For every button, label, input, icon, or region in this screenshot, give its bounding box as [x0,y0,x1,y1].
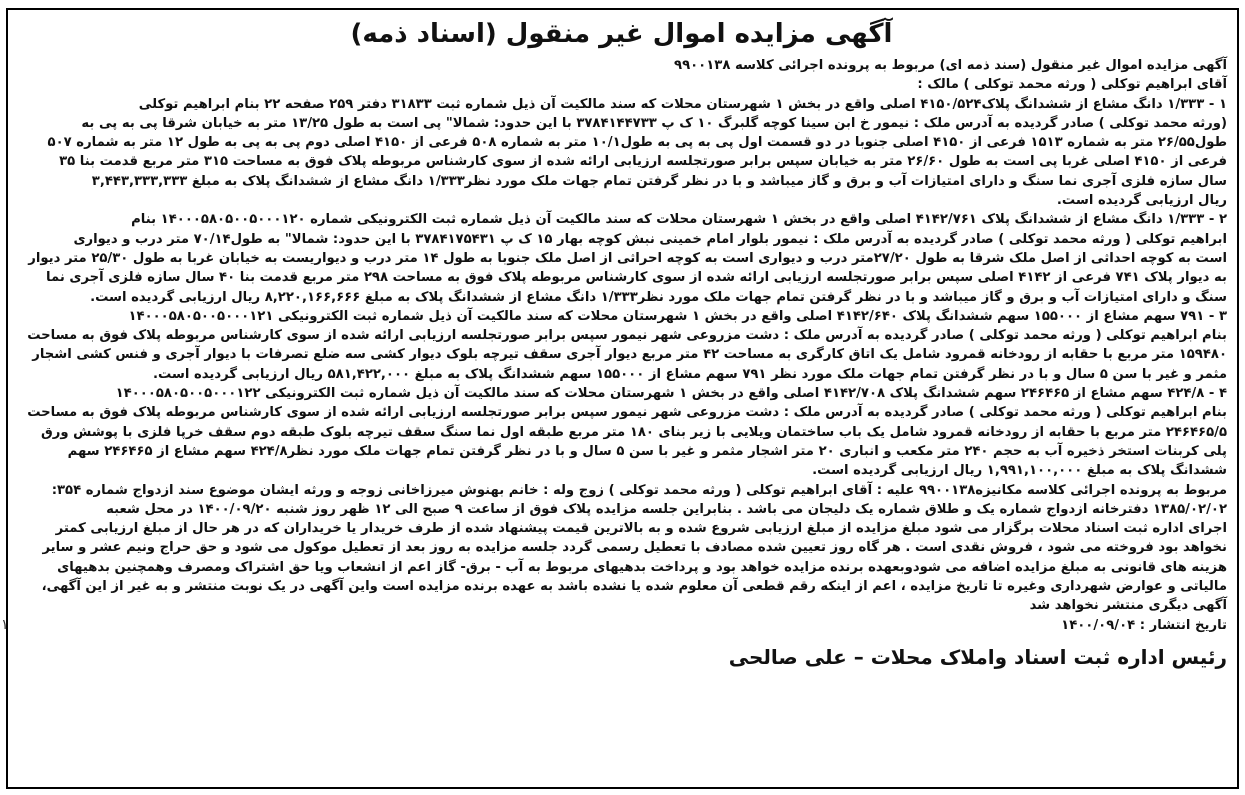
notice-body [16,56,1227,635]
notice-title: آگهی مزایده اموال غیر منقول (اسناد ذمه) [350,19,893,49]
item-1-line: (ورثه محمد توکلی ) صادر گردیده به آدرس ملک : نیمور خ ابن سینا کوچه گلبرگ ۱۰ ک پ ۳۷۸۴۱۴۴۷۳۳ با این حدود: شمالا" پی است به طول ۱۳/۲۵ متر به خیابان شرقا پی به پی به [81,115,1227,131]
closing-line: مالیاتی و عوارض شهرداری وغیره تا تاریخ مزایده ، اعم از اینکه رقم قطعی آن معلوم شده یا نشده باشد به عهده برنده مزایده است واین آگهی در یک نوبت منتشر و به غیر از این آگهی، [41,579,1227,595]
item-2-line: سنگ و دارای امتیازات آب و برق و گاز میباشد و با در نظر گرفتن تمام جهات ملک مورد نظر۱/۳۳۳ دانگ مشاع از ششدانگ پلاک به مبلغ ۸,۲۲۰,۱۶۶,۶۶۶ ریال ارزیابی گردیده است. [90,289,1227,305]
item-2-line: است به کوچه احداثی از اصل ملک شرقا به طول ۲۷/۲۰متر درب و دیواری است به کوچه احراثی از اصل ملک جنوبا به طول ۱۴ متر درب و دیواریست به خیابان غربا به طول ۲۵/۳۰ متر دیوار [28,250,1227,266]
closing-line: هزینه های قانونی به مبلغ مزایده اضافه می شودوبعهده برنده مزایده خواهد بود و پرداخت بدهیهای مربوط به آب - برق- گاز اعم از انشعاب ویا حق اشتراک ومصرف وهمچنین بدهیهای [57,559,1227,575]
item-3-line: ۳ - ۷۹۱ سهم مشاع از ۱۵۵۰۰۰ سهم ششدانگ پلاک ۴۱۴۲/۶۴۰ اصلی واقع در بخش ۱ شهرستان محلات که سند مالکیت آن ذیل شماره ثبت الکترونیکی ۱۴۰۰۰۵۸۰۵۰۰۵۰۰۰۱۲۱ [128,308,1227,324]
closing-line: مربوط به پرونده اجرائی کلاسه مکانیزه۹۹۰۰۱۳۸ علیه : آقای ابراهیم توکلی ( ورثه محمد توکلی ) زوج وله : خانم بهنوش میرزاخانی زوجه و ورثه ایشان موضوع سند ازدواج شماره ۳۵۴: [51,482,1227,498]
closing-line: آگهی دیگری منتشر نخواهد شد [1029,598,1227,614]
intro-line: آقای ابراهیم توکلی ( ورثه محمد توکلی ) مالک : [917,77,1227,93]
notice-frame [6,8,1239,789]
item-1-line: سال سازه فلزی آجری نما سنگ و دارای امتیازات آب و برق و گاز میباشد و با در نظر گرفتن تمام جهات ملک مورد نظر۱/۳۳۳ دانگ مشاع از ششدانگ پلاک به مبلغ ۳,۴۴۳,۳۳۳,۳۳۳ [91,173,1227,189]
item-1-line: ریال ارزیابی گردیده است. [1056,193,1227,209]
item-3-line: ۱۵۹۴۸۰ متر مربع با حقابه از رودخانه قمرود شامل یک اتاق کارگری به مساحت ۴۲ متر مربع دیوار آجری سقف تیرچه بلوک دیوار کشی سه ضلع تصرفات با دیوار آجری و فنس کشی اشجار [32,347,1227,363]
item-2-line: ابراهیم توکلی ( ورثه محمد توکلی ) صادر گردیده به آدرس ملک : نیمور بلوار امام خمینی نبش کوچه بهار ۱۵ ک پ ۳۷۸۴۱۷۵۴۳۱ با این حدود: شمالا" به طول۷۰/۱۴ متر درب و دیواری [73,231,1227,247]
closing-line: ۱۳۸۵/۰۲/۰۲ دفترخانه ازدواج شماره یک و طلاق شماره یک دلیجان می باشد . بنابراین جلسه مزایده پلاک فوق از ساعت ۹ صبح الی ۱۲ ظهر روز شنبه ۱۴۰۰/۰۹/۲۰ در محل شعبه [106,501,1227,517]
item-4-line: پلی کربنات استخر ذخیره آب به حجم ۲۴۰ متر مکعب و انباری ۲۰ متر اشجار مثمر و غیر با سن ۵ سال و با در نظر گرفتن تمام جهات ملک مورد نظر۴۲۴/۸ سهم مشاع از ۲۴۶۴۶۵ سهم [67,443,1227,459]
item-4-line: بنام ابراهیم توکلی ( ورثه محمد توکلی ) صادر گردیده به آدرس ملک : دشت مزروعی شهر نیمور سپس برابر صورتجلسه ارزیابی ارائه شده از سوی کارشناس مربوطه پلاک فوق به مساحت [27,405,1227,421]
item-1-line: طول۲۶/۵۵ متر به شماره ۱۵۱۳ فرعی از ۴۱۵۰ اصلی جنوبا در دو قسمت اول پی به پی به طول۱۰/۱ متر به شماره ۵۰۸ فرعی از ۴۱۵۰ اصلی دوم پی به پی به طول ۱۲ متر به شماره ۵۰۷ [47,135,1227,151]
item-1-line: ۱ - ۱/۳۳۳ دانگ مشاع از ششدانگ پلاک۴۱۵۰/۵۲۴ اصلی واقع در بخش ۱ شهرستان محلات که سند مالکیت آن ذیل شماره ثبت ۳۱۸۳۳ دفتر ۲۵۹ صفحه ۲۲ بنام ابراهیم توکلی [138,96,1227,112]
item-4-line: ششدانگ پلاک به مبلغ ۱,۹۹۱,۱۰۰,۰۰۰ ریال ارزیابی گردیده است. [812,463,1227,479]
item-3-line: مثمر و غیر با سن ۵ سال و با در نظر گرفتن تمام جهات ملک مورد نظر ۷۹۱ سهم مشاع از ۱۵۵۰۰۰ سهم ششدانگ پلاک به مبلغ ۵۸۱,۴۲۲,۰۰۰ ریال ارزیابی گردیده است. [152,366,1227,382]
item-3-line: بنام ابراهیم توکلی ( ورثه محمد توکلی ) صادر گردیده به آدرس ملک : دشت مزروعی شهر نیمور سپس برابر صورتجلسه ارزیابی ارائه شده از سوی کارشناس مربوطه پلاک فوق به مساحت [27,328,1227,344]
closing-line: نخواهد بود فروخته می شود ، فروش نقدی است . هر گاه روز تعیین شده مصادف با تعطیل رسمی گردد جلسه مزایده به روز بعد از تعطیل موکول می شود و حق حراج ونیم عشر و سایر [42,540,1227,556]
edge-mark: ۱ [1,617,9,633]
signature: رئیس اداره ثبت اسناد واملاک محلات – علی صالحی [728,644,1227,669]
item-4-line: ۲۴۶۴۶۵/۵ متر مربع با حقابه از رودخانه قمرود شامل یک باب ساختمان ویلایی با زیر بنای ۱۸۰ متر مربع طبقه اول نما سنگ سقف تیرچه بلوک طبقه دوم سقف خرپا فلزی با پوشش ورق [40,424,1227,440]
closing-line: اجرای اداره ثبت اسناد محلات برگزار می شود مبلغ مزایده از مبلغ ارزیابی شروع شده و به بالاترین قیمت پیشنهاد شده از طرف خریدار یا خریداران که در هر حال از مبلغ ارزیابی کمتر [55,521,1227,537]
item-1-line: فرعی از ۴۱۵۰ اصلی غربا پی است به طول ۲۶/۶۰ متر به خیابان سپس برابر صورتجلسه ارزیابی ارائه شده از سوی کارشناس مربوطه پلاک فوق به مساحت ۳۱۵ متر مربع قدمت بنا ۳۵ [59,154,1227,170]
intro-line: آگهی مزایده اموال غیر منقول (سند ذمه ای) مربوط به پرونده اجرائی کلاسه ۹۹۰۰۱۳۸ [674,58,1227,73]
item-2-line: ۲ - ۱/۳۳۳ دانگ مشاع از ششدانگ پلاک ۴۱۴۲/۷۶۱ اصلی واقع در بخش ۱ شهرستان محلات که سند مالکیت آن ذیل شماره ثبت الکترونیکی شماره ۱۴۰۰۰۵۸۰۵۰۰۵۰۰۰۱۲۰ بنام [131,212,1227,228]
item-2-line: به دیوار پلاک ۷۴۱ فرعی از ۴۱۴۲ اصلی سپس برابر صورتجلسه ارزیابی ارائه شده از سوی کارشناس مربوطه پلاک فوق به مساحت ۲۹۸ متر مربع قدمت بنا ۴۰ سال سازه فلزی آجری نما [46,270,1227,286]
item-4-line: ۴ - ۴۲۴/۸ سهم مشاع از ۲۴۶۴۶۵ سهم ششدانگ پلاک ۴۱۴۲/۷۰۸ اصلی واقع در بخش ۱ شهرستان محلات که سند مالکیت آن ذیل شماره ثبت الکترونیکی ۱۴۰۰۰۵۸۰۵۰۰۵۰۰۰۱۲۲ [115,386,1227,402]
closing-line: تاریخ انتشار : ۱۴۰۰/۰۹/۰۴ [1061,617,1227,633]
